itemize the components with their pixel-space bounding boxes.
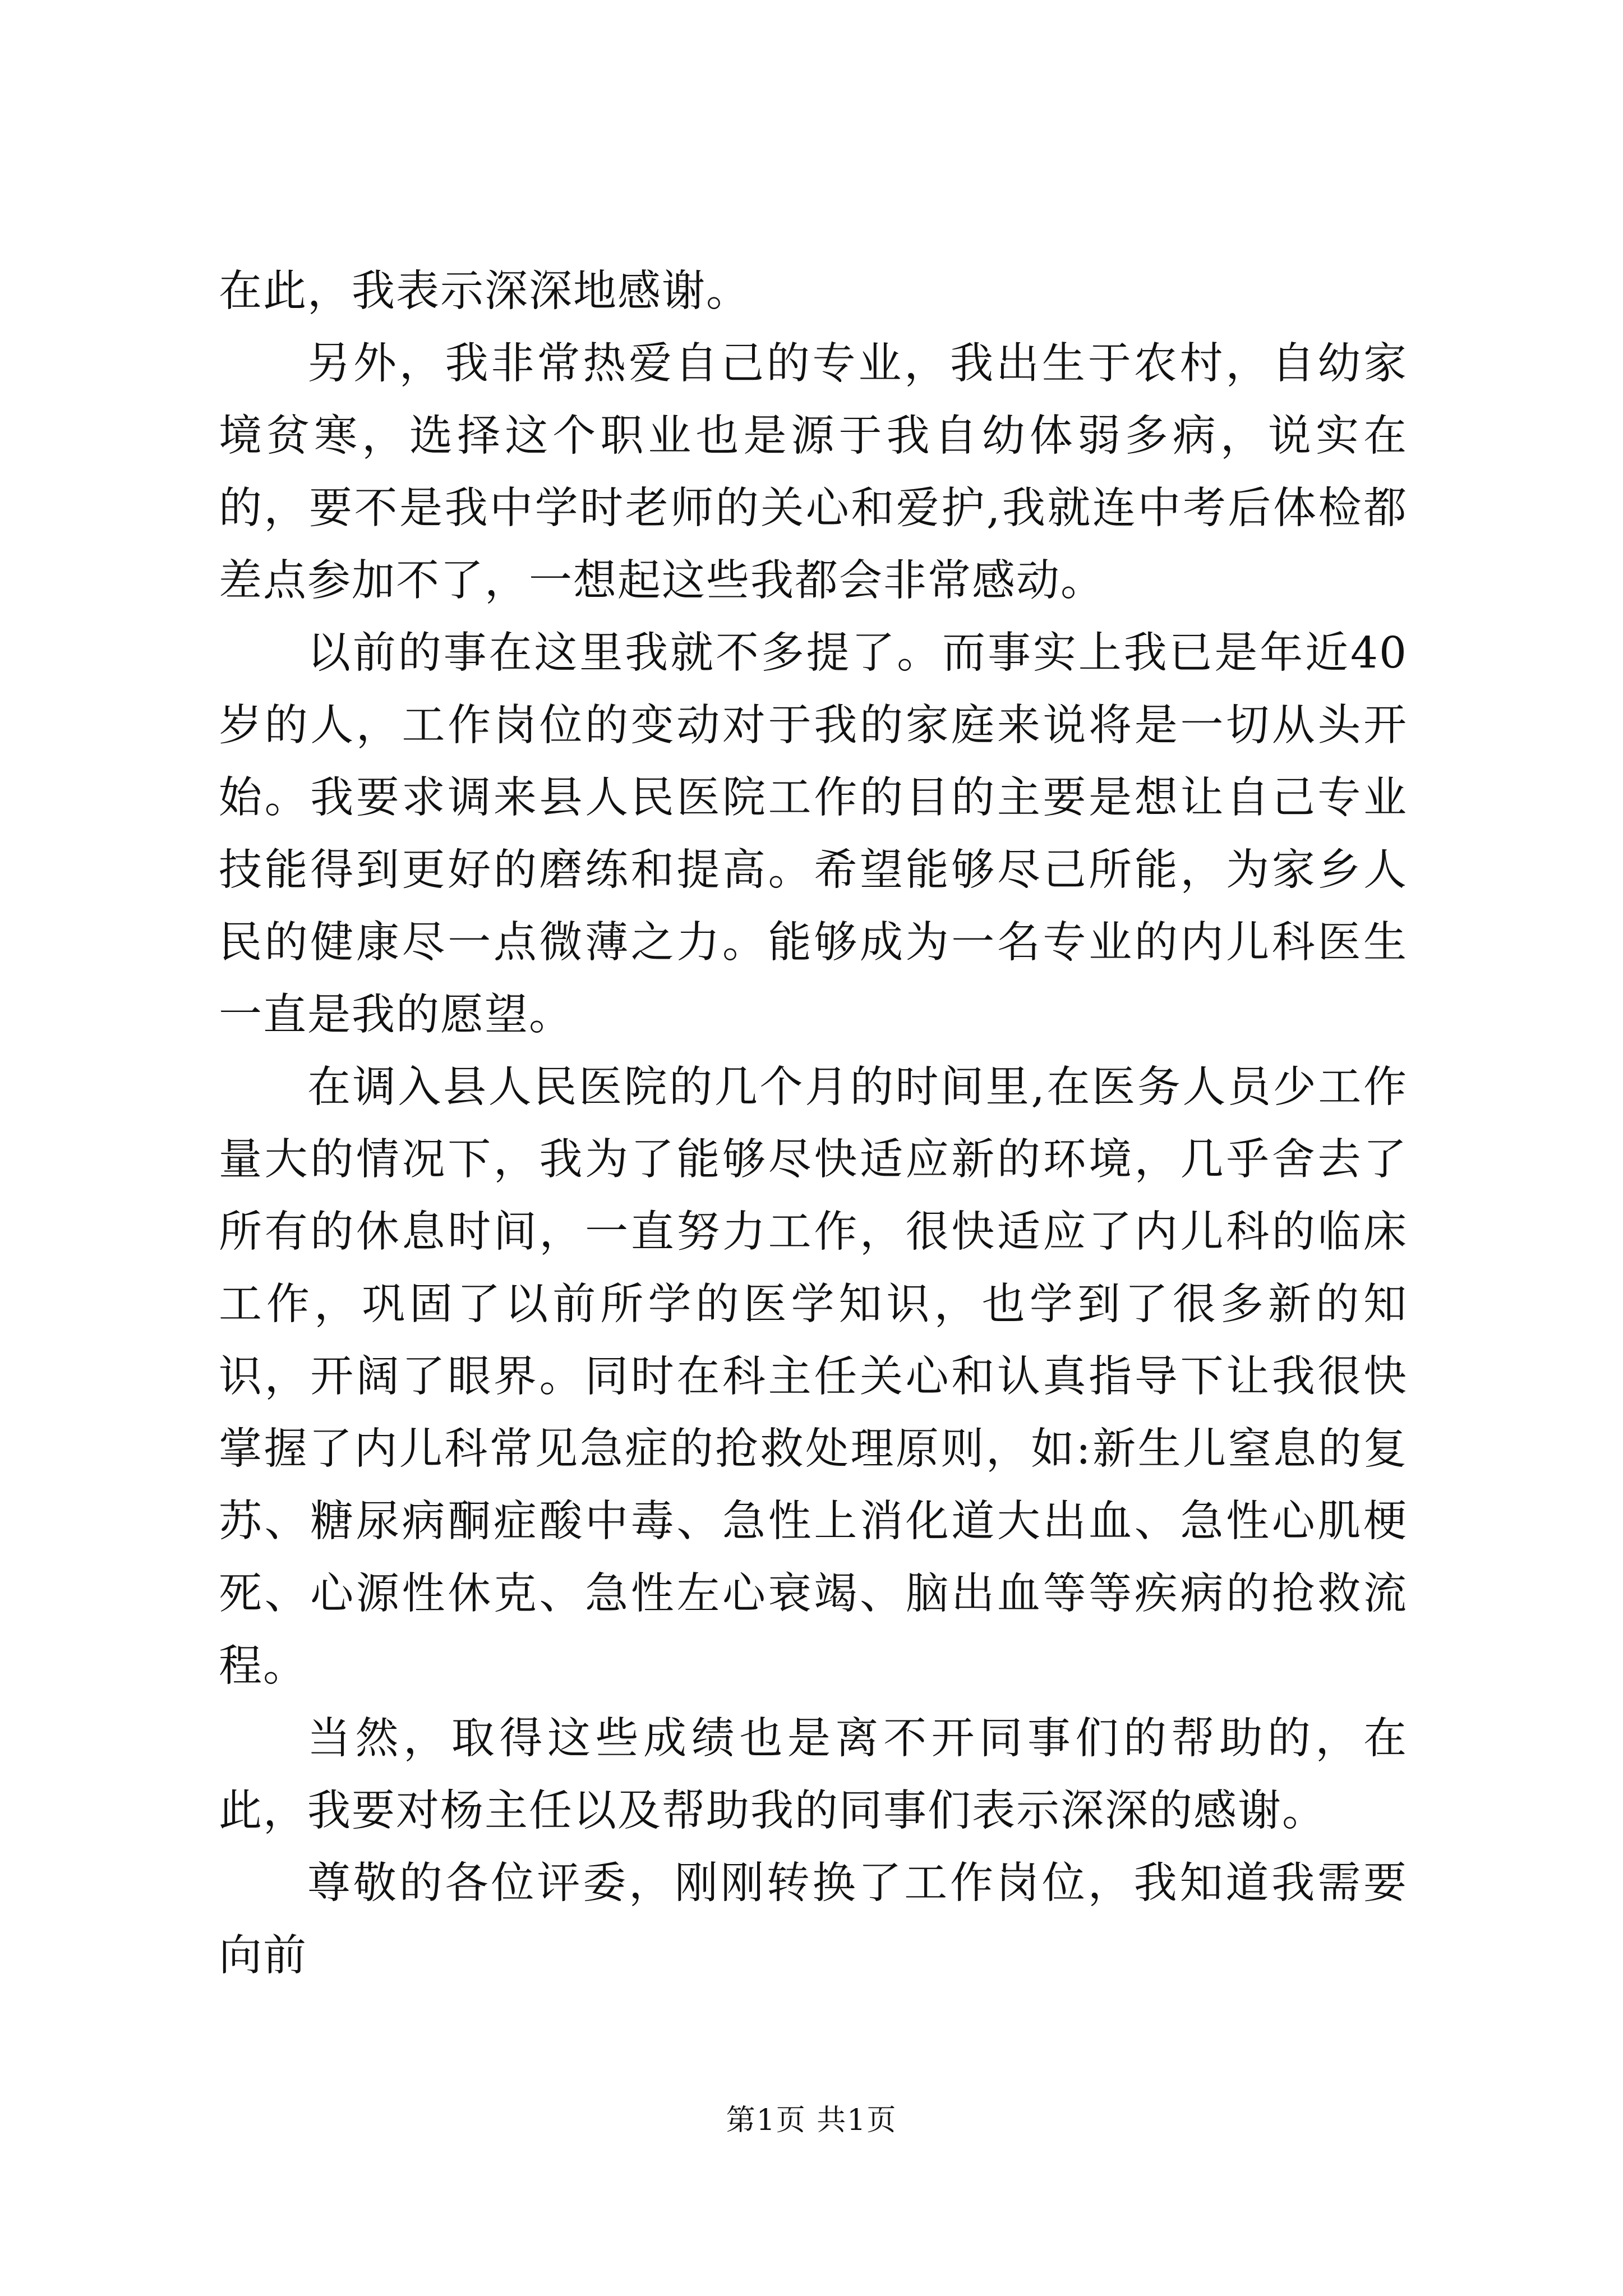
paragraph-5: 当然，取得这些成绩也是离不开同事们的帮助的，在此，我要对杨主任以及帮助我的同事们表示深深的感谢。 (219, 1714, 1408, 1836)
page-footer (0, 2101, 1623, 2140)
paragraph-4: 在调入县人民医院的几个月的时间里,在医务人员少工作量大的情况下，我为了能够尽快适应新的环境，几乎舍去了所有的休息时间，一直努力工作，很快适应了内儿科的临床工作，巩固了以前所学的医学知识，也学到了很多新的知识，开阔了眼界。同时在科主任关心和认真指导下让我很快掌握了内儿科常见急症的抢救处理原则，如:新生儿窒息的复苏、糖尿病酮症酸中毒、急性上消化道大出血、急性心肌梗死、心源性休克、急性左心衰竭、脑出血等等疾病的抢救流程。 (219, 1062, 1408, 1691)
paragraph-3: 以前的事在这里我就不多提了。而事实上我已是年近40岁的人，工作岗位的变动对于我的家庭来说将是一切从头开始。我要求调来县人民医院工作的目的主要是想让自己专业技能得到更好的磨练和提高。希望能够尽己所能，为家乡人民的健康尽一点微薄之力。能够成为一名专业的内儿科医生一直是我的愿望。 (219, 628, 1408, 1040)
paragraph-1: 在此，我表示深深地感谢。 (219, 266, 750, 316)
document-body (219, 255, 1408, 1992)
paragraph-6: 尊敬的各位评委，刚刚转换了工作岗位，我知道我需要向前 (219, 1858, 1408, 1981)
page-number-label: 第1页 共1页 (726, 2104, 897, 2137)
paragraph-2: 另外，我非常热爱自己的专业，我出生于农村，自幼家境贫寒，选择这个职业也是源于我自幼体弱多病，说实在的，要不是我中学时老师的关心和爱护,我就连中考后体检都差点参加不了，一想起这些我都会非常感动。 (219, 339, 1408, 606)
